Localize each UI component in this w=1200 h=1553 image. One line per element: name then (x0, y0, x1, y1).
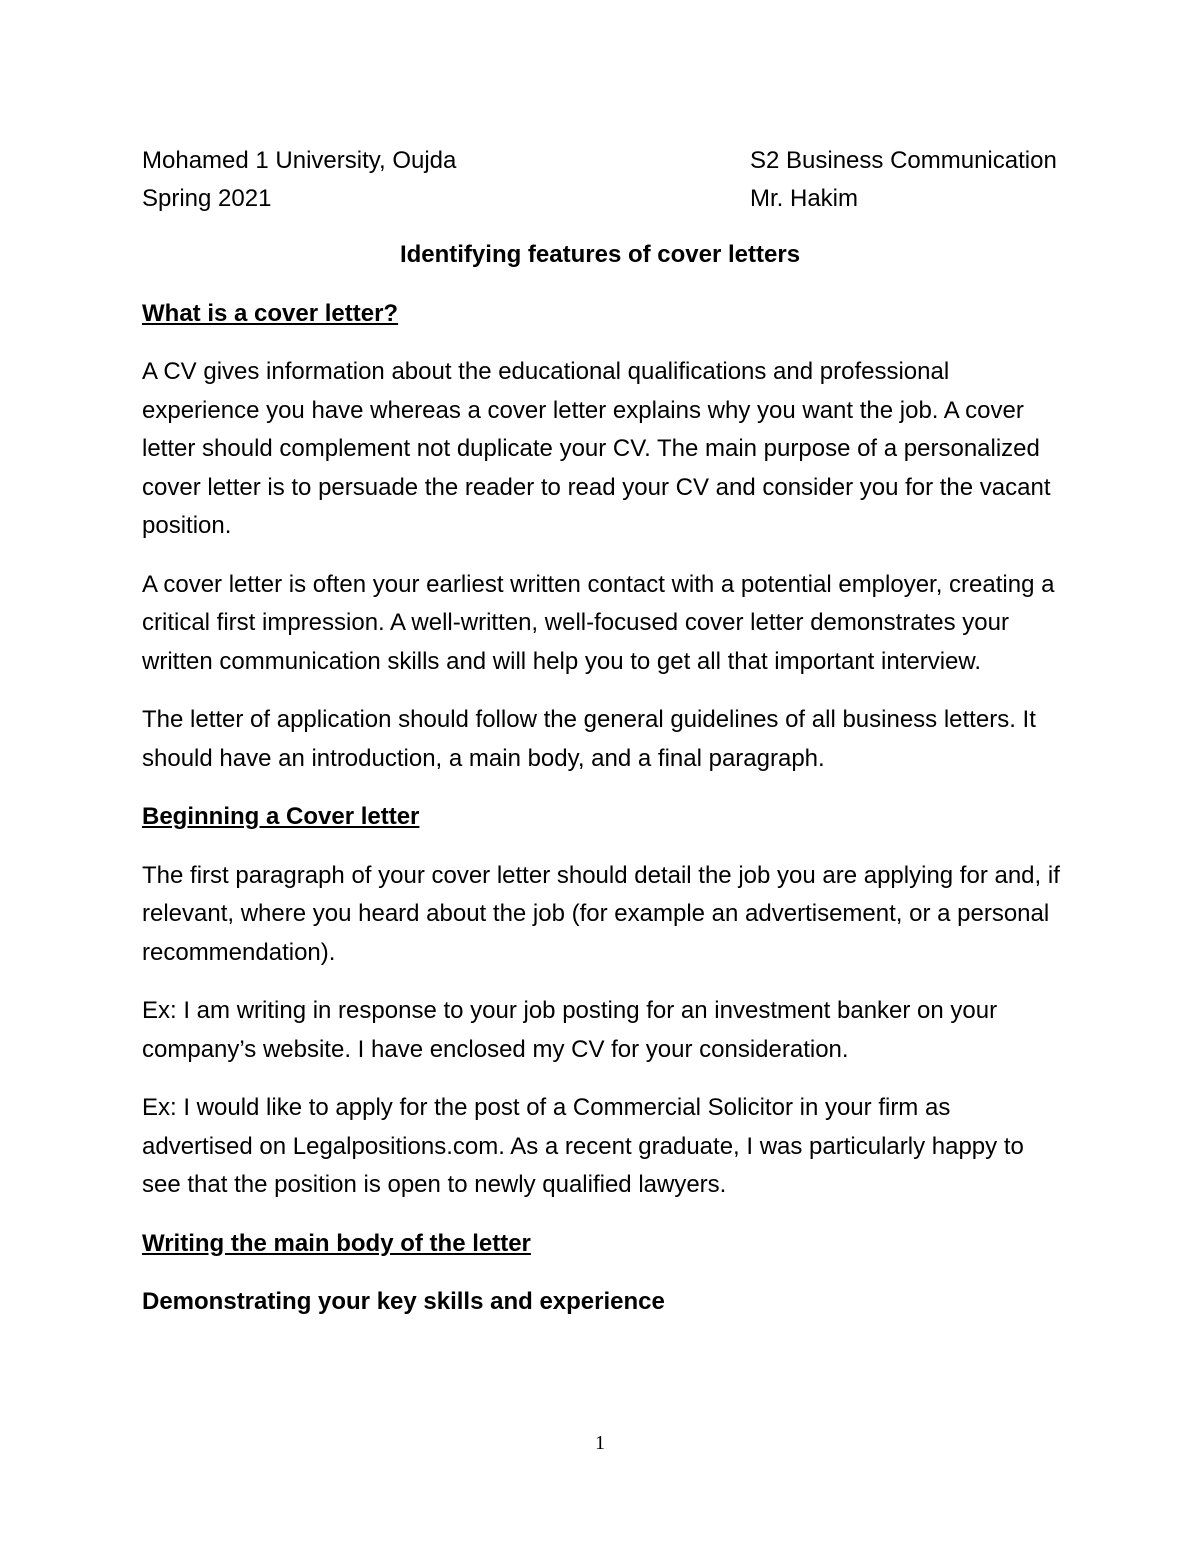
section-heading-main-body: Writing the main body of the letter (142, 1229, 531, 1257)
instructor-name: Mr. Hakim (750, 185, 858, 212)
subheading-key-skills: Demonstrating your key skills and experience (142, 1288, 665, 1315)
header-row-1 (142, 142, 1062, 180)
header-row-2 (142, 180, 1062, 218)
course-name: S2 Business Communication (750, 147, 1057, 174)
term-label: Spring 2021 (142, 185, 272, 212)
paragraph: The first paragraph of your cover letter should detail the job you are applying for and, if relevant, where you heard about the job (for example an advertisement, or a personal recommendation). (142, 861, 1060, 966)
paragraph: A cover letter is often your earliest written contact with a potential employer, creating a critical first impression. A well-written, well-focused cover letter demonstrates your written communication skills and will help you to get all that important interview. (142, 570, 1055, 675)
example-paragraph: Ex: I would like to apply for the post of a Commercial Solicitor in your firm as advertised on Legalpositions.com. As a recent graduate, I was particularly happy to see that the position is open to newly qualified lawyers. (142, 1094, 1024, 1198)
paragraph: The letter of application should follow the general guidelines of all business letters. It should have an introduction, a main body, and a final paragraph. (142, 706, 1036, 772)
document-header (142, 142, 1062, 218)
institution-name: Mohamed 1 University, Oujda (142, 147, 457, 174)
paragraph: A CV gives information about the educational qualifications and professional experience you have whereas a cover letter explains why you want the job. A cover letter should complement not duplicate your CV. The main purpose of a personalized cover letter is to persuade the reader to read your CV and consider you for the vacant position. (142, 358, 1051, 539)
page-number: 1 (595, 1432, 605, 1454)
document-title: Identifying features of cover letters (399, 241, 801, 268)
document-body (142, 236, 1062, 1342)
section-heading-what-is: What is a cover letter? (142, 299, 399, 327)
section-heading-beginning: Beginning a Cover letter (142, 803, 420, 830)
example-paragraph: Ex: I am writing in response to your job posting for an investment banker on your company’s website. I have enclosed my CV for your consideration. (142, 997, 998, 1063)
